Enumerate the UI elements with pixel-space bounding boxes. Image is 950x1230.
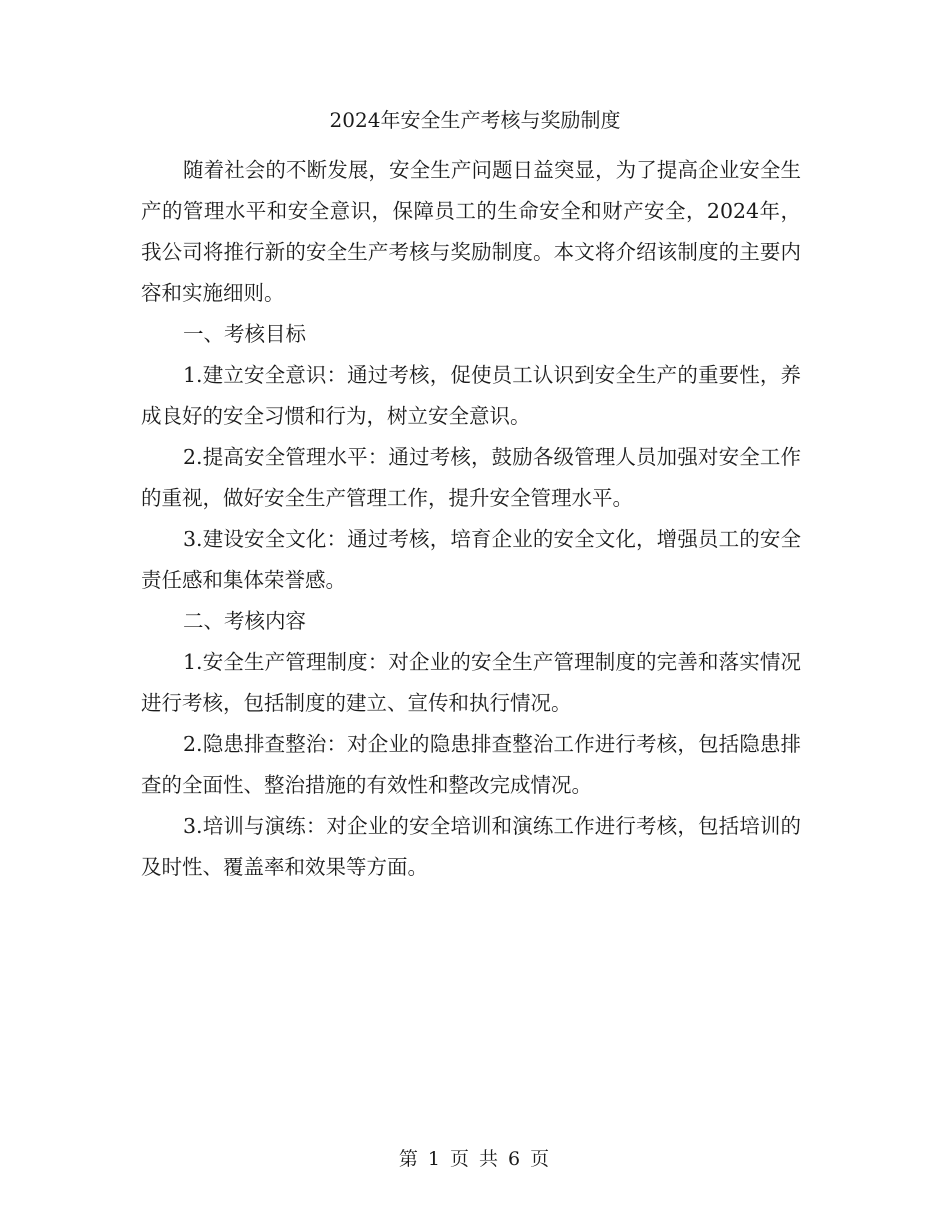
goal-item-1: 1.建立安全意识：通过考核，促使员工认识到安全生产的重要性，养成良好的安全习惯和行为，树立安全意识。 [141,363,801,428]
goal-item-2: 2.提高安全管理水平：通过考核，鼓励各级管理人员加强对安全工作的重视，做好安全生产管理工作，提升安全管理水平。 [141,445,801,510]
document-body [141,150,801,888]
page-footer [0,1146,950,1172]
content-item-1: 1.安全生产管理制度：对企业的安全生产管理制度的完善和落实情况进行考核，包括制度的建立、宣传和执行情况。 [141,650,801,715]
content-item-2: 2.隐患排查整治：对企业的隐患排查整治工作进行考核，包括隐患排查的全面性、整治措施的有效性和整改完成情况。 [141,732,801,797]
page-indicator: 第 1 页 共 6 页 [398,1148,552,1170]
intro-paragraph: 随着社会的不断发展，安全生产问题日益突显，为了提高企业安全生产的管理水平和安全意识，保障员工的生命安全和财产安全，2024年，我公司将推行新的安全生产考核与奖励制度。本文将介绍该制度的主要内容和实施细则。 [141,158,801,305]
document-title: 2024年安全生产考核与奖励制度 [329,108,621,132]
goal-item-3: 3.建设安全文化：通过考核，培育企业的安全文化，增强员工的安全责任感和集体荣誉感。 [141,527,801,592]
section-heading-content: 二、考核内容 [183,609,306,633]
section-heading-goals: 一、考核目标 [183,322,306,346]
content-item-3: 3.培训与演练：对企业的安全培训和演练工作进行考核，包括培训的及时性、覆盖率和效果等方面。 [141,814,801,879]
